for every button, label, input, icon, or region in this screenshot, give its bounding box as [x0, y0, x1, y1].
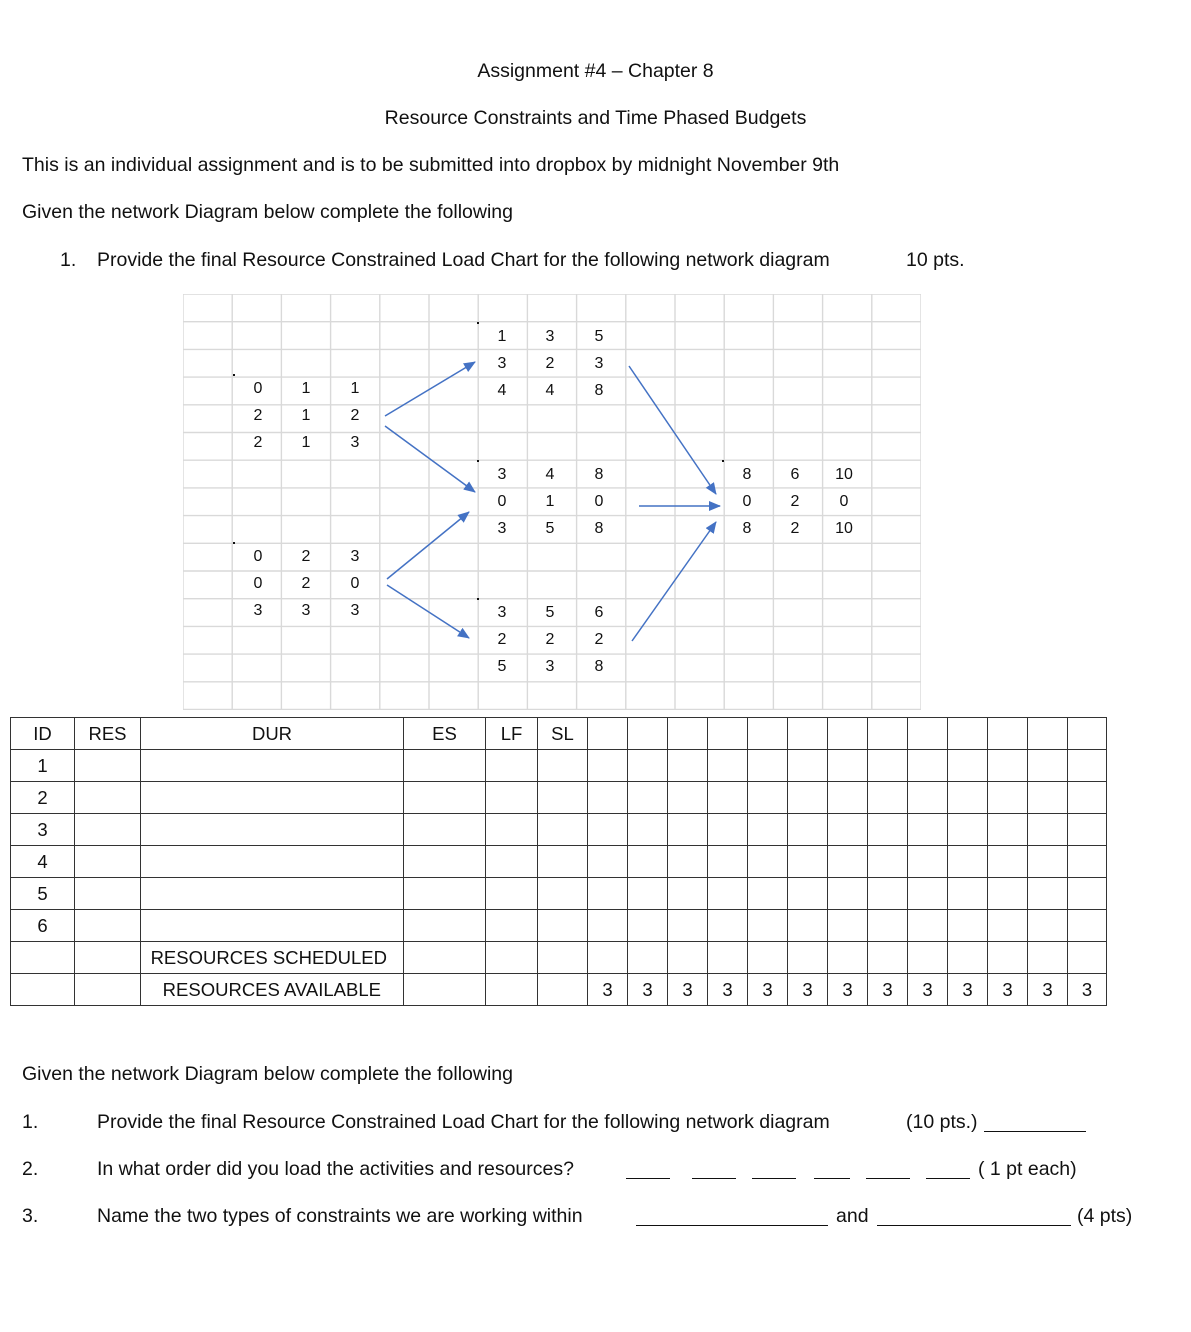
timeline-cell[interactable] — [668, 718, 708, 750]
entry-cell[interactable] — [588, 814, 628, 846]
entry-cell[interactable] — [486, 814, 538, 846]
entry-cell[interactable] — [1028, 814, 1068, 846]
entry-cell[interactable] — [588, 750, 628, 782]
scheduled-cell[interactable] — [868, 942, 908, 974]
entry-cell[interactable] — [1028, 910, 1068, 942]
header-res: RES — [75, 718, 141, 750]
entry-cell[interactable] — [708, 846, 748, 878]
timeline-cell[interactable] — [628, 718, 668, 750]
entry-cell[interactable] — [748, 878, 788, 910]
node-c-cell: 3 — [545, 327, 555, 345]
entry-cell[interactable] — [1068, 878, 1107, 910]
load-chart-activity-row — [11, 750, 1107, 782]
entry-cell[interactable] — [1068, 814, 1107, 846]
node-d-cell: 1 — [545, 492, 555, 510]
node-c-cell: 8 — [594, 381, 604, 399]
activity-id: 6 — [11, 910, 75, 942]
timeline-cell[interactable] — [908, 718, 948, 750]
entry-cell[interactable] — [708, 782, 748, 814]
node-d-cell: 0 — [594, 492, 604, 510]
header-id: ID — [11, 718, 75, 750]
page-title: Assignment #4 – Chapter 8 — [477, 60, 714, 82]
entry-cell[interactable] — [486, 750, 538, 782]
load-chart-activity-row — [11, 910, 1107, 942]
entry-cell[interactable] — [75, 846, 141, 878]
available-value: 3 — [668, 974, 708, 1006]
node-c-cell: 5 — [594, 327, 604, 345]
arrow-a-to-d — [385, 426, 475, 492]
answer-blank-q1[interactable] — [984, 1131, 1086, 1132]
activity-id: 1 — [11, 750, 75, 782]
scheduled-cell[interactable] — [486, 942, 538, 974]
entry-cell[interactable] — [708, 750, 748, 782]
entry-cell[interactable] — [868, 910, 908, 942]
entry-cell[interactable] — [668, 910, 708, 942]
entry-cell[interactable] — [1028, 878, 1068, 910]
node-c-cell: 1 — [497, 327, 507, 345]
node-d-cell: 3 — [497, 519, 507, 537]
entry-cell[interactable] — [75, 782, 141, 814]
entry-cell[interactable] — [588, 782, 628, 814]
answer-blank-constraint-1[interactable] — [636, 1225, 828, 1226]
entry-cell[interactable] — [828, 846, 868, 878]
node-d-cell: 3 — [497, 465, 507, 483]
available-value: 3 — [1028, 974, 1068, 1006]
entry-cell[interactable] — [538, 878, 588, 910]
node-c — [477, 322, 604, 399]
entry-cell[interactable] — [486, 910, 538, 942]
page-subtitle: Resource Constraints and Time Phased Budgets — [384, 107, 807, 129]
entry-cell[interactable] — [628, 814, 668, 846]
entry-cell[interactable] — [868, 782, 908, 814]
scheduled-cell[interactable] — [988, 942, 1028, 974]
entry-cell[interactable] — [538, 910, 588, 942]
scheduled-cell[interactable] — [1068, 942, 1107, 974]
timeline-cell[interactable] — [588, 718, 628, 750]
node-e — [477, 598, 604, 675]
node-e-cell: 6 — [594, 603, 604, 621]
entry-cell[interactable] — [141, 814, 404, 846]
scheduled-cell[interactable] — [588, 942, 628, 974]
node-c-cell: 4 — [545, 381, 555, 399]
available-value: 3 — [908, 974, 948, 1006]
available-value: 3 — [828, 974, 868, 1006]
section-2-q1-number: 1. — [22, 1111, 39, 1133]
available-value: 3 — [948, 974, 988, 1006]
question-1-points: 10 pts. — [906, 249, 965, 271]
node-b-cell: 0 — [253, 574, 263, 592]
scheduled-cell[interactable] — [538, 942, 588, 974]
node-a-cell: 1 — [301, 379, 311, 397]
node-b-cell: 3 — [350, 601, 360, 619]
section-2-q3-text: Name the two types of constraints we are working within — [97, 1205, 583, 1227]
node-b-cell: 0 — [350, 574, 360, 592]
entry-cell[interactable] — [828, 750, 868, 782]
entry-cell[interactable] — [141, 878, 404, 910]
node-e-cell: 3 — [545, 657, 555, 675]
question-1-text: Provide the final Resource Constrained Load Chart for the following network diagram — [97, 249, 830, 271]
entry-cell[interactable] — [668, 814, 708, 846]
entry-cell[interactable] — [988, 846, 1028, 878]
entry-cell[interactable] — [404, 846, 486, 878]
node-e-cell: 5 — [545, 603, 555, 621]
entry-cell[interactable] — [588, 878, 628, 910]
activity-id: 5 — [11, 878, 75, 910]
entry-cell[interactable] — [75, 814, 141, 846]
load-chart-activity-row — [11, 846, 1107, 878]
node-a-cell: 1 — [350, 379, 360, 397]
node-a-cell: 2 — [253, 433, 263, 451]
node-b-cell: 3 — [350, 547, 360, 565]
node-e-cell: 3 — [497, 603, 507, 621]
node-f-cell: 2 — [790, 492, 800, 510]
answer-blank-constraint-2[interactable] — [877, 1225, 1071, 1226]
entry-cell[interactable] — [948, 750, 988, 782]
entry-cell[interactable] — [748, 910, 788, 942]
node-d-cell: 0 — [497, 492, 507, 510]
section-2-q1-points: (10 pts.) — [906, 1111, 978, 1133]
entry-cell[interactable] — [988, 782, 1028, 814]
entry-cell[interactable] — [828, 878, 868, 910]
entry-cell[interactable] — [908, 750, 948, 782]
entry-cell[interactable] — [628, 878, 668, 910]
scheduled-cell[interactable] — [708, 942, 748, 974]
timeline-cell[interactable] — [1028, 718, 1068, 750]
entry-cell[interactable] — [404, 814, 486, 846]
entry-cell[interactable] — [75, 750, 141, 782]
available-value: 3 — [868, 974, 908, 1006]
arrow-b-to-e — [387, 585, 469, 638]
entry-cell[interactable] — [908, 878, 948, 910]
node-b-cell: 3 — [253, 601, 263, 619]
node-f-cell: 10 — [835, 519, 853, 537]
node-c-cell: 2 — [545, 354, 555, 372]
header-es: ES — [404, 718, 486, 750]
answer-blank-order-1[interactable] — [626, 1178, 670, 1179]
entry-cell[interactable] — [75, 910, 141, 942]
entry-cell[interactable] — [668, 846, 708, 878]
answer-blank-order-6[interactable] — [926, 1178, 970, 1179]
entry-cell[interactable] — [748, 846, 788, 878]
entry-cell[interactable] — [868, 750, 908, 782]
entry-cell[interactable] — [1028, 846, 1068, 878]
timeline-cell[interactable] — [748, 718, 788, 750]
node-e-cell: 5 — [497, 657, 507, 675]
entry-cell[interactable] — [628, 910, 668, 942]
entry-cell[interactable] — [404, 878, 486, 910]
node-d-cell: 4 — [545, 465, 555, 483]
load-chart-header-row — [11, 718, 1107, 750]
node-f-cell: 6 — [790, 465, 800, 483]
entry-cell[interactable] — [486, 974, 538, 1006]
entry-cell[interactable] — [708, 910, 748, 942]
entry-cell[interactable] — [748, 750, 788, 782]
node-a-cell: 3 — [350, 433, 360, 451]
available-value: 3 — [628, 974, 668, 1006]
entry-cell[interactable] — [788, 814, 828, 846]
entry-cell[interactable] — [828, 910, 868, 942]
question-1-number: 1. — [60, 249, 77, 271]
scheduled-cell[interactable] — [668, 942, 708, 974]
resources-scheduled-row — [11, 942, 1107, 974]
section-2-q3-points: (4 pts) — [1077, 1205, 1133, 1227]
entry-cell[interactable] — [988, 814, 1028, 846]
entry-cell[interactable] — [828, 814, 868, 846]
entry-cell[interactable] — [1068, 910, 1107, 942]
entry-cell[interactable] — [948, 782, 988, 814]
entry-cell[interactable] — [788, 782, 828, 814]
scheduled-cell[interactable] — [828, 942, 868, 974]
entry-cell[interactable] — [628, 782, 668, 814]
node-f-cell: 8 — [742, 465, 752, 483]
timeline-cell[interactable] — [828, 718, 868, 750]
answer-blank-order-2[interactable] — [692, 1178, 736, 1179]
entry-cell[interactable] — [948, 814, 988, 846]
resources-scheduled-label: RESOURCES SCHEDULED — [141, 942, 404, 974]
entry-cell[interactable] — [75, 878, 141, 910]
entry-cell[interactable] — [141, 782, 404, 814]
entry-cell[interactable] — [988, 750, 1028, 782]
entry-cell[interactable] — [538, 782, 588, 814]
entry-cell[interactable] — [1028, 750, 1068, 782]
node-c-cell: 3 — [497, 354, 507, 372]
timeline-cell[interactable] — [988, 718, 1028, 750]
header-dur: DUR — [141, 718, 404, 750]
resources-available-row — [11, 974, 1107, 1006]
activity-id: 2 — [11, 782, 75, 814]
node-b-cell: 2 — [301, 574, 311, 592]
entry-cell[interactable] — [948, 878, 988, 910]
load-chart-activity-row — [11, 878, 1107, 910]
entry-cell[interactable] — [948, 846, 988, 878]
entry-cell[interactable] — [141, 910, 404, 942]
node-a — [233, 374, 360, 451]
resource-load-chart — [10, 717, 1107, 1006]
node-f — [722, 460, 853, 537]
network-diagram — [183, 294, 921, 710]
activity-id: 4 — [11, 846, 75, 878]
entry-cell[interactable] — [538, 974, 588, 1006]
entry-cell[interactable] — [75, 942, 141, 974]
node-a-cell: 2 — [253, 406, 263, 424]
scheduled-cell[interactable] — [788, 942, 828, 974]
entry-cell[interactable] — [708, 878, 748, 910]
node-d-cell: 8 — [594, 519, 604, 537]
scheduled-cell[interactable] — [748, 942, 788, 974]
section-2-q2-number: 2. — [22, 1158, 39, 1180]
load-chart-activity-row — [11, 782, 1107, 814]
entry-cell[interactable] — [948, 910, 988, 942]
node-f-cell: 0 — [742, 492, 752, 510]
scheduled-cell[interactable] — [1028, 942, 1068, 974]
resources-available-label: RESOURCES AVAILABLE — [141, 974, 404, 1006]
available-value: 3 — [988, 974, 1028, 1006]
entry-cell[interactable] — [141, 846, 404, 878]
entry-cell[interactable] — [748, 814, 788, 846]
entry-cell[interactable] — [788, 878, 828, 910]
entry-cell[interactable] — [538, 750, 588, 782]
entry-cell[interactable] — [828, 782, 868, 814]
intro-text: This is an individual assignment and is to be submitted into dropbox by midnight November 9th — [22, 154, 840, 176]
node-f-cell: 2 — [790, 519, 800, 537]
entry-cell[interactable] — [404, 750, 486, 782]
entry-cell[interactable] — [11, 942, 75, 974]
timeline-cell[interactable] — [708, 718, 748, 750]
entry-cell[interactable] — [486, 846, 538, 878]
scheduled-cell[interactable] — [628, 942, 668, 974]
node-a-cell: 2 — [350, 406, 360, 424]
entry-cell[interactable] — [1068, 782, 1107, 814]
entry-cell[interactable] — [668, 782, 708, 814]
entry-cell[interactable] — [868, 878, 908, 910]
node-d — [477, 460, 604, 537]
entry-cell[interactable] — [908, 782, 948, 814]
arrow-c-to-f — [629, 366, 716, 494]
entry-cell[interactable] — [988, 910, 1028, 942]
available-value: 3 — [588, 974, 628, 1006]
answer-blank-order-3[interactable] — [752, 1178, 796, 1179]
entry-cell[interactable] — [908, 814, 948, 846]
header-lf: LF — [486, 718, 538, 750]
answer-blank-order-4[interactable] — [814, 1178, 850, 1179]
node-f-cell: 0 — [839, 492, 849, 510]
timeline-cell[interactable] — [868, 718, 908, 750]
section-2-q3-number: 3. — [22, 1205, 39, 1227]
node-a-cell: 0 — [253, 379, 263, 397]
node-e-cell: 8 — [594, 657, 604, 675]
section-2-intro: Given the network Diagram below complete the following — [22, 1063, 513, 1085]
load-chart-activity-row — [11, 814, 1107, 846]
entry-cell[interactable] — [404, 974, 486, 1006]
entry-cell[interactable] — [404, 782, 486, 814]
available-value: 3 — [1068, 974, 1107, 1006]
available-value: 3 — [708, 974, 748, 1006]
entry-cell[interactable] — [908, 910, 948, 942]
node-a-cell: 1 — [301, 433, 311, 451]
entry-cell[interactable] — [486, 878, 538, 910]
entry-cell[interactable] — [628, 750, 668, 782]
entry-cell[interactable] — [708, 814, 748, 846]
entry-cell[interactable] — [788, 750, 828, 782]
section-2-q2-text: In what order did you load the activities and resources? — [97, 1158, 574, 1180]
entry-cell[interactable] — [538, 846, 588, 878]
node-b-cell: 0 — [253, 547, 263, 565]
node-d-cell: 8 — [594, 465, 604, 483]
available-value: 3 — [788, 974, 828, 1006]
node-b-cell: 2 — [301, 547, 311, 565]
node-e-cell: 2 — [545, 630, 555, 648]
header-sl: SL — [538, 718, 588, 750]
entry-cell[interactable] — [868, 846, 908, 878]
entry-cell[interactable] — [748, 782, 788, 814]
timeline-cell[interactable] — [1068, 718, 1107, 750]
activity-id: 3 — [11, 814, 75, 846]
entry-cell[interactable] — [1028, 782, 1068, 814]
entry-cell[interactable] — [1068, 750, 1107, 782]
node-c-cell: 4 — [497, 381, 507, 399]
node-d-cell: 5 — [545, 519, 555, 537]
arrow-a-to-c — [385, 362, 475, 416]
node-c-cell: 3 — [594, 354, 604, 372]
section-2-q1-text: Provide the final Resource Constrained Load Chart for the following network diagram — [97, 1111, 830, 1133]
entry-cell[interactable] — [908, 846, 948, 878]
instruction-text: Given the network Diagram below complete the following — [22, 201, 513, 223]
answer-blank-order-5[interactable] — [866, 1178, 910, 1179]
entry-cell[interactable] — [75, 974, 141, 1006]
timeline-cell[interactable] — [948, 718, 988, 750]
node-e-cell: 2 — [497, 630, 507, 648]
section-2-q3-and: and — [836, 1205, 869, 1227]
entry-cell[interactable] — [788, 846, 828, 878]
entry-cell[interactable] — [988, 878, 1028, 910]
available-value: 3 — [748, 974, 788, 1006]
entry-cell[interactable] — [11, 974, 75, 1006]
entry-cell[interactable] — [628, 846, 668, 878]
entry-cell[interactable] — [668, 878, 708, 910]
scheduled-cell[interactable] — [948, 942, 988, 974]
timeline-cell[interactable] — [788, 718, 828, 750]
arrow-e-to-f — [632, 522, 716, 641]
scheduled-cell[interactable] — [908, 942, 948, 974]
entry-cell[interactable] — [588, 910, 628, 942]
node-a-cell: 1 — [301, 406, 311, 424]
entry-cell[interactable] — [788, 910, 828, 942]
node-f-cell: 10 — [835, 465, 853, 483]
scheduled-cell[interactable] — [404, 942, 486, 974]
entry-cell[interactable] — [538, 814, 588, 846]
node-b — [233, 542, 360, 619]
entry-cell[interactable] — [141, 750, 404, 782]
node-b-cell: 3 — [301, 601, 311, 619]
node-e-cell: 2 — [594, 630, 604, 648]
entry-cell[interactable] — [486, 782, 538, 814]
entry-cell[interactable] — [868, 814, 908, 846]
entry-cell[interactable] — [668, 750, 708, 782]
entry-cell[interactable] — [1068, 846, 1107, 878]
entry-cell[interactable] — [404, 910, 486, 942]
node-f-cell: 8 — [742, 519, 752, 537]
section-2-q2-points: ( 1 pt each) — [978, 1158, 1077, 1180]
arrow-b-to-d — [387, 512, 469, 579]
entry-cell[interactable] — [588, 846, 628, 878]
